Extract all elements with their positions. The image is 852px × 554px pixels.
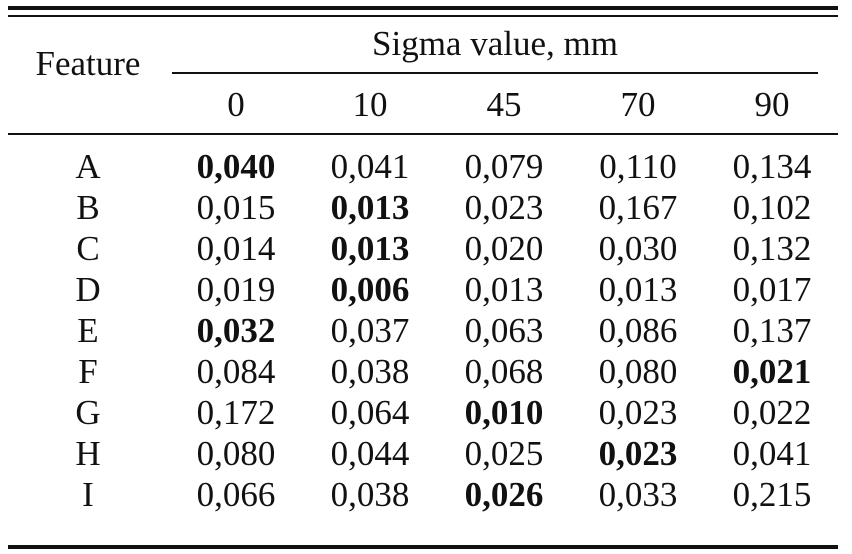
table-cell: 0,023 — [598, 393, 678, 432]
column-header-sigma-10: 10 — [352, 85, 388, 124]
table-cell: 0,025 — [464, 434, 544, 473]
table-cell: 0,026 — [464, 475, 544, 514]
table-cell: 0,080 — [196, 434, 276, 473]
table-cell: 0,013 — [598, 270, 678, 309]
table-cell: 0,063 — [464, 311, 544, 350]
row-label: A — [75, 147, 101, 186]
table-cell: 0,038 — [330, 475, 410, 514]
row-label: C — [76, 229, 100, 268]
table-cell: 0,041 — [732, 434, 812, 473]
table-cell: 0,040 — [196, 147, 276, 186]
table-cell: 0,037 — [330, 311, 410, 350]
table-cell: 0,010 — [464, 393, 544, 432]
column-header-sigma-90: 90 — [754, 85, 790, 124]
table-row — [0, 269, 852, 310]
table-cell: 0,023 — [464, 188, 544, 227]
column-header-sigma-70: 70 — [620, 85, 656, 124]
column-header-sigma-45: 45 — [486, 85, 522, 124]
table-cell: 0,102 — [732, 188, 812, 227]
table-row — [0, 187, 852, 228]
table-cell: 0,041 — [330, 147, 410, 186]
row-label: B — [76, 188, 100, 227]
table-row — [0, 433, 852, 474]
table-row — [0, 392, 852, 433]
table-cell: 0,080 — [598, 352, 678, 391]
table-cell: 0,086 — [598, 311, 678, 350]
table-cell: 0,134 — [732, 147, 812, 186]
table-cell: 0,167 — [598, 188, 678, 227]
row-label: H — [75, 434, 101, 473]
table-cell: 0,084 — [196, 352, 276, 391]
row-label: D — [75, 270, 101, 309]
table-cell: 0,023 — [598, 434, 678, 473]
table-cell: 0,013 — [464, 270, 544, 309]
row-label: E — [77, 311, 99, 350]
table-cell: 0,013 — [330, 188, 410, 227]
table-cell: 0,068 — [464, 352, 544, 391]
table-cell: 0,215 — [732, 475, 812, 514]
table-row — [0, 228, 852, 269]
top-rule-thick — [8, 6, 838, 10]
table-cell: 0,030 — [598, 229, 678, 268]
header-rule — [8, 133, 838, 135]
table-cell: 0,137 — [732, 311, 812, 350]
row-label: F — [78, 352, 98, 391]
table-cell: 0,020 — [464, 229, 544, 268]
group-header-rule — [172, 72, 818, 74]
table-cell: 0,038 — [330, 352, 410, 391]
table-cell: 0,033 — [598, 475, 678, 514]
table-cell: 0,015 — [196, 188, 276, 227]
table-cell: 0,006 — [330, 270, 410, 309]
column-header-sigma-0: 0 — [227, 85, 245, 124]
table-cell: 0,172 — [196, 393, 276, 432]
table-row — [0, 474, 852, 515]
row-label: I — [82, 475, 94, 514]
row-label: G — [75, 393, 101, 432]
table-cell: 0,079 — [464, 147, 544, 186]
table-cell: 0,064 — [330, 393, 410, 432]
table-cell: 0,132 — [732, 229, 812, 268]
table-cell: 0,019 — [196, 270, 276, 309]
table-cell: 0,014 — [196, 229, 276, 268]
feature-column-header: Feature — [35, 44, 141, 83]
table-body — [0, 146, 852, 515]
top-rule-thin — [8, 15, 838, 17]
table-cell: 0,013 — [330, 229, 410, 268]
table-cell: 0,044 — [330, 434, 410, 473]
table-cell: 0,017 — [732, 270, 812, 309]
sigma-group-header: Sigma value, mm — [372, 24, 618, 63]
table-row — [0, 310, 852, 351]
table-row — [0, 351, 852, 392]
table-cell: 0,022 — [732, 393, 812, 432]
table-cell: 0,110 — [599, 147, 677, 186]
bottom-rule-thick — [8, 545, 838, 549]
table-row — [0, 146, 852, 187]
table-cell: 0,021 — [732, 352, 812, 391]
table-cell: 0,032 — [196, 311, 276, 350]
table-cell: 0,066 — [196, 475, 276, 514]
